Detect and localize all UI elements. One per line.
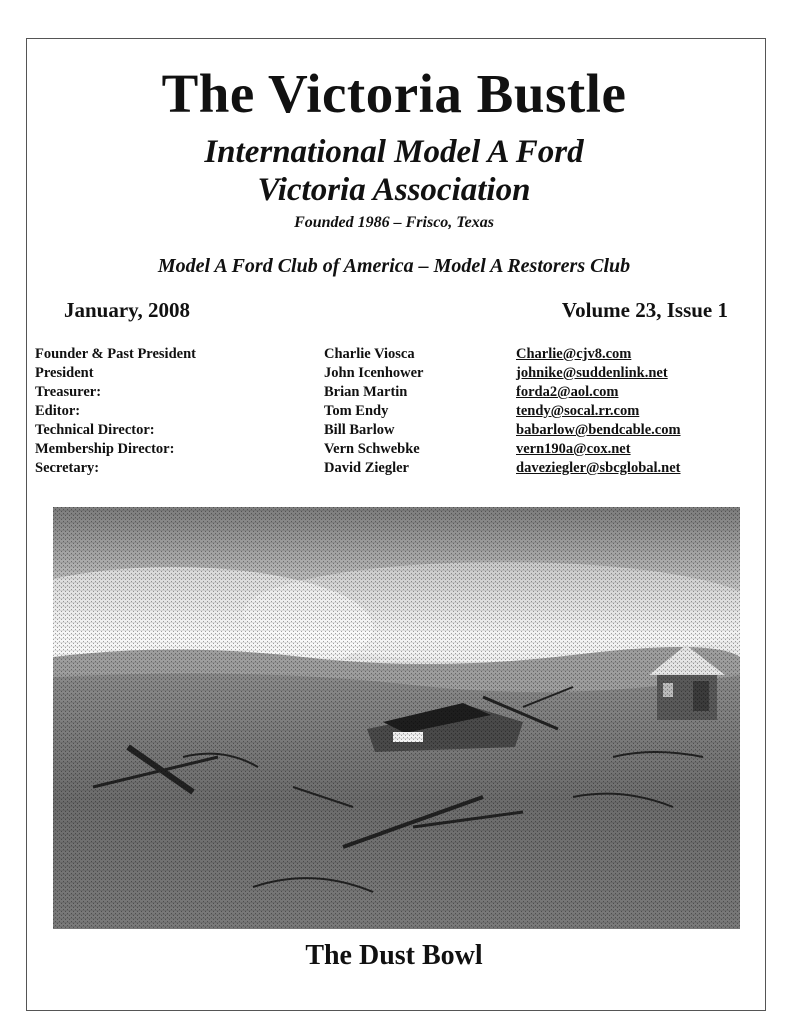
issue-date: January, 2008	[64, 298, 191, 322]
officer-email-link[interactable]: johnike@suddenlink.net	[516, 365, 668, 381]
officer-email-link[interactable]: vern190a@cox.net	[516, 441, 631, 457]
officer-role: Secretary:	[35, 460, 100, 476]
officer-name: Vern Schwebke	[324, 441, 420, 457]
cover-photo	[53, 507, 740, 929]
affiliated-clubs: Model A Ford Club of America – Model A Restorers Club	[157, 255, 631, 277]
officer-name: Tom Endy	[324, 403, 389, 419]
officer-row	[35, 383, 755, 402]
officer-email-link[interactable]: daveziegler@sbcglobal.net	[516, 460, 681, 476]
officer-role: Membership Director:	[35, 441, 175, 457]
officer-row	[35, 345, 755, 364]
halftone-texture	[53, 507, 740, 929]
officer-row	[35, 421, 755, 440]
officer-row	[35, 440, 755, 459]
officer-name: John Icenhower	[324, 365, 424, 381]
officer-name: David Ziegler	[324, 460, 409, 476]
association-name-line1: International Model A Ford	[204, 134, 584, 170]
officers-table	[35, 345, 755, 478]
officer-email-link[interactable]: Charlie@cjv8.com	[516, 346, 632, 362]
officer-row	[35, 364, 755, 383]
officer-role: Editor:	[35, 403, 81, 419]
officer-email-link[interactable]: tendy@socal.rr.com	[516, 403, 640, 419]
officer-name: Charlie Viosca	[324, 346, 415, 362]
officer-role: Founder & Past President	[35, 346, 196, 362]
officer-name: Brian Martin	[324, 384, 408, 400]
officer-row	[35, 459, 755, 478]
officer-role: Treasurer:	[35, 384, 102, 400]
newsletter-title: The Victoria Bustle	[161, 63, 627, 124]
officer-role: Technical Director:	[35, 422, 155, 438]
volume-issue: Volume 23, Issue 1	[561, 298, 728, 322]
officer-name: Bill Barlow	[324, 422, 395, 438]
photo-caption: The Dust Bowl	[305, 940, 483, 971]
founded-line: Founded 1986 – Frisco, Texas	[294, 214, 494, 231]
officer-email-link[interactable]: babarlow@bendcable.com	[516, 422, 681, 438]
association-name-line2: Victoria Association	[257, 172, 531, 208]
officer-row	[35, 402, 755, 421]
officer-email-link[interactable]: forda2@aol.com	[516, 384, 619, 400]
officer-role: President	[35, 365, 94, 381]
